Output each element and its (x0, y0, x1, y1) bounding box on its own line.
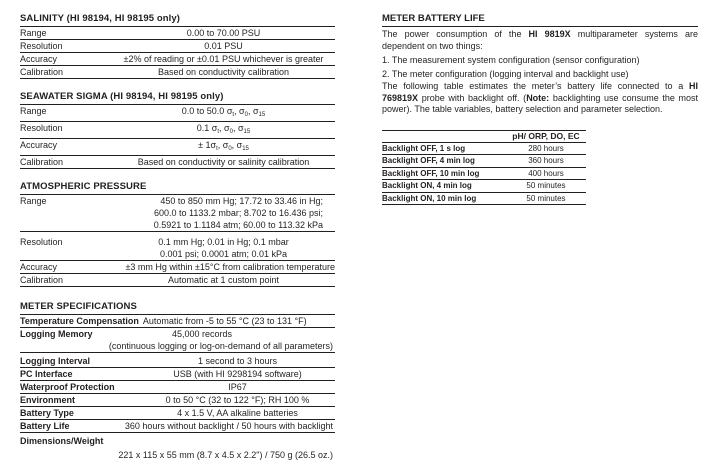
row-label: Range (20, 28, 47, 38)
table-row-label: Backlight OFF, 4 min log (382, 155, 506, 168)
value-line: 600.0 to 1133.2 mbar; 8.702 to 16.436 psi; (154, 208, 323, 218)
atmo-title: ATMOSPHERIC PRESSURE (20, 181, 335, 195)
row-value (112, 195, 335, 231)
intro-model: HI 9819X (528, 29, 571, 39)
table-header-col: pH/ ORP, DO, EC (506, 130, 586, 142)
row-label: Waterproof Protection (20, 382, 115, 392)
row-value: 0 to 50 °C (32 to 122 °F); RH 100 % (165, 395, 310, 405)
row-label: Temperature Compensation (20, 316, 139, 326)
row-value: Based on conductivity calibration (157, 67, 290, 77)
row-value (112, 236, 335, 260)
para-text: probe with backlight off. ( (418, 92, 527, 103)
table-row-label: Backlight OFF, 1 s log (382, 142, 506, 155)
table-row-label: Backlight ON, 4 min log (382, 180, 506, 193)
para-note: Note: (526, 92, 550, 103)
right-column (382, 13, 698, 205)
row-value (112, 105, 335, 121)
table-header-row (382, 130, 586, 142)
row-label: Accuracy (20, 262, 58, 272)
row-label: PC Interface (20, 369, 73, 379)
sigma-text: , σ (232, 123, 244, 133)
left-column (20, 13, 335, 460)
table-row-value: 280 hours (506, 142, 586, 155)
row-label: Logging Memory (20, 329, 93, 339)
sigma-sub: 0 (228, 146, 232, 152)
salinity-row-resolution (20, 40, 335, 53)
atmo-section (20, 181, 335, 287)
intro-text: The power consumption of the (382, 29, 529, 39)
para-text: backlighting use consume the most power). The table variables, battery selection and parameter selection. (382, 92, 699, 114)
row-label: Logging Interval (20, 356, 91, 366)
sigma-sub: 15 (258, 112, 266, 118)
row-value: ±2% of reading or ±0.01 PSU whichever is greater (123, 54, 324, 64)
sigma-row-calibration (20, 156, 335, 169)
salinity-row-range (20, 27, 335, 40)
salinity-row-accuracy (20, 53, 335, 66)
meter-row-battery-life (20, 420, 335, 433)
sigma-sub: 15 (243, 129, 251, 135)
atmo-row-accuracy (20, 261, 335, 274)
meter-title: METER SPECIFICATIONS (20, 301, 335, 315)
table-row-value: 50 minutes (506, 180, 586, 193)
atmo-row-range (20, 195, 335, 232)
row-label: Range (20, 106, 47, 116)
row-label: Resolution (20, 123, 63, 133)
memory-note: (continuous logging or log-on-demand of all parameters) (108, 341, 333, 351)
sigma-text: , σ (247, 106, 259, 116)
row-label: Calibration (20, 67, 64, 77)
sigma-text: 0.1 σ (196, 123, 218, 133)
table-row-value: 400 hours (506, 167, 586, 180)
sigma-sub: 0 (244, 112, 248, 118)
row-value: USB (with HI 9298194 software) (173, 369, 302, 379)
sigma-text: , σ (219, 123, 230, 133)
row-label: Battery Type (20, 408, 74, 418)
row-label: Environment (20, 395, 76, 405)
sigma-sub: t (216, 146, 218, 152)
row-value: 221 x 115 x 55 mm (8.7 x 4.5 x 2.2") / 750 g (26.5 oz.) (118, 450, 333, 460)
row-value: 45,000 records (172, 329, 233, 339)
table-row-label: Backlight ON, 10 min log (382, 192, 506, 205)
sigma-row-range (20, 105, 335, 122)
row-value: Automatic from -5 to 55 °C (23 to 131 °F) (142, 316, 307, 326)
sigma-section (20, 91, 335, 169)
row-value: 0.00 to 70.00 PSU (186, 28, 261, 38)
meter-row-interval (20, 355, 335, 368)
table-row-value: 50 minutes (506, 192, 586, 205)
row-label: Accuracy (20, 140, 58, 150)
value-line: 0.1 mm Hg; 0.01 in Hg; 0.1 mbar (158, 237, 289, 247)
row-label: Dimensions/Weight (20, 436, 104, 446)
meter-row-battery-type (20, 407, 335, 420)
sigma-row-resolution (20, 122, 335, 139)
battery-item-2: 2. The meter configuration (logging interval and backlight use) (382, 68, 629, 79)
row-value: 4 x 1.5 V, AA alkaline batteries (177, 408, 298, 418)
row-value: 360 hours without backlight / 50 hours with backlight (124, 421, 333, 431)
table-row (382, 155, 586, 168)
salinity-title: SALINITY (HI 98194, HI 98195 only) (20, 13, 335, 27)
sigma-sub: t (217, 129, 220, 135)
row-label: Calibration (20, 157, 64, 167)
meter-row-dimensions (20, 435, 335, 460)
sigma-sub: 15 (242, 146, 249, 152)
table-header-empty (382, 130, 506, 142)
meter-row-pc (20, 368, 335, 381)
table-row (382, 192, 586, 205)
sigma-text: ± 1σ (198, 140, 217, 150)
row-label: Range (20, 196, 47, 206)
salinity-section (20, 13, 335, 79)
row-label: Accuracy (20, 54, 58, 64)
sigma-text: , σ (231, 140, 243, 150)
table-row (382, 167, 586, 180)
meter-row-environment (20, 394, 335, 407)
para-text: The following table estimates the meter’s battery life connected to a (382, 81, 689, 91)
meter-row-temp (20, 315, 335, 328)
atmo-row-resolution (20, 232, 335, 261)
meter-row-waterproof (20, 381, 335, 394)
sigma-text: , σ (217, 140, 229, 150)
row-label: Calibration (20, 275, 64, 285)
table-row-label: Backlight OFF, 10 min log (382, 167, 506, 180)
row-value: Automatic at 1 custom point (167, 275, 280, 285)
row-label: Resolution (20, 41, 63, 51)
row-value: ±3 mm Hg within ±15°C from calibration temperature (125, 262, 335, 272)
battery-life-table (382, 130, 586, 206)
sigma-row-accuracy (20, 139, 335, 156)
row-value: 0.01 PSU (204, 41, 243, 51)
salinity-row-calibration (20, 66, 335, 79)
intro-text: multiparameter systems are dependent on two things: (382, 29, 698, 51)
row-value: Based on conductivity or salinity calibration (137, 157, 310, 167)
table-row-value: 360 hours (506, 155, 586, 168)
row-value: 1 second to 3 hours (197, 356, 278, 366)
value-line: 0.5921 to 1.1184 atm; 60.00 to 113.32 kPa (153, 220, 323, 230)
sigma-text: 0.0 to 50.0 σ (181, 106, 233, 116)
table-row (382, 142, 586, 155)
meter-section (20, 301, 335, 460)
meter-row-memory (20, 328, 335, 353)
battery-title: METER BATTERY LIFE (382, 13, 698, 27)
sigma-sub: 0 (229, 129, 233, 135)
battery-paragraph-2 (382, 81, 698, 116)
sigma-text: , σ (234, 106, 245, 116)
value-line: 0.001 psi; 0.0001 atm; 0.01 kPa (159, 249, 288, 259)
row-label: Resolution (20, 237, 63, 247)
sigma-sub: t (232, 112, 235, 118)
atmo-row-calibration (20, 274, 335, 287)
row-label: Battery Life (20, 421, 70, 431)
value-line: 450 to 850 mm Hg; 17.72 to 33.46 in Hg; (160, 196, 323, 206)
para-model: HI 769819X (382, 81, 698, 103)
row-value (112, 122, 335, 138)
battery-intro (382, 29, 698, 52)
row-value (112, 139, 335, 155)
table-row (382, 180, 586, 193)
sigma-title: SEAWATER SIGMA (HI 98194, HI 98195 only) (20, 91, 335, 105)
row-value: IP67 (228, 382, 247, 392)
battery-item-1: 1. The measurement system configuration (sensor configuration) (382, 55, 640, 65)
